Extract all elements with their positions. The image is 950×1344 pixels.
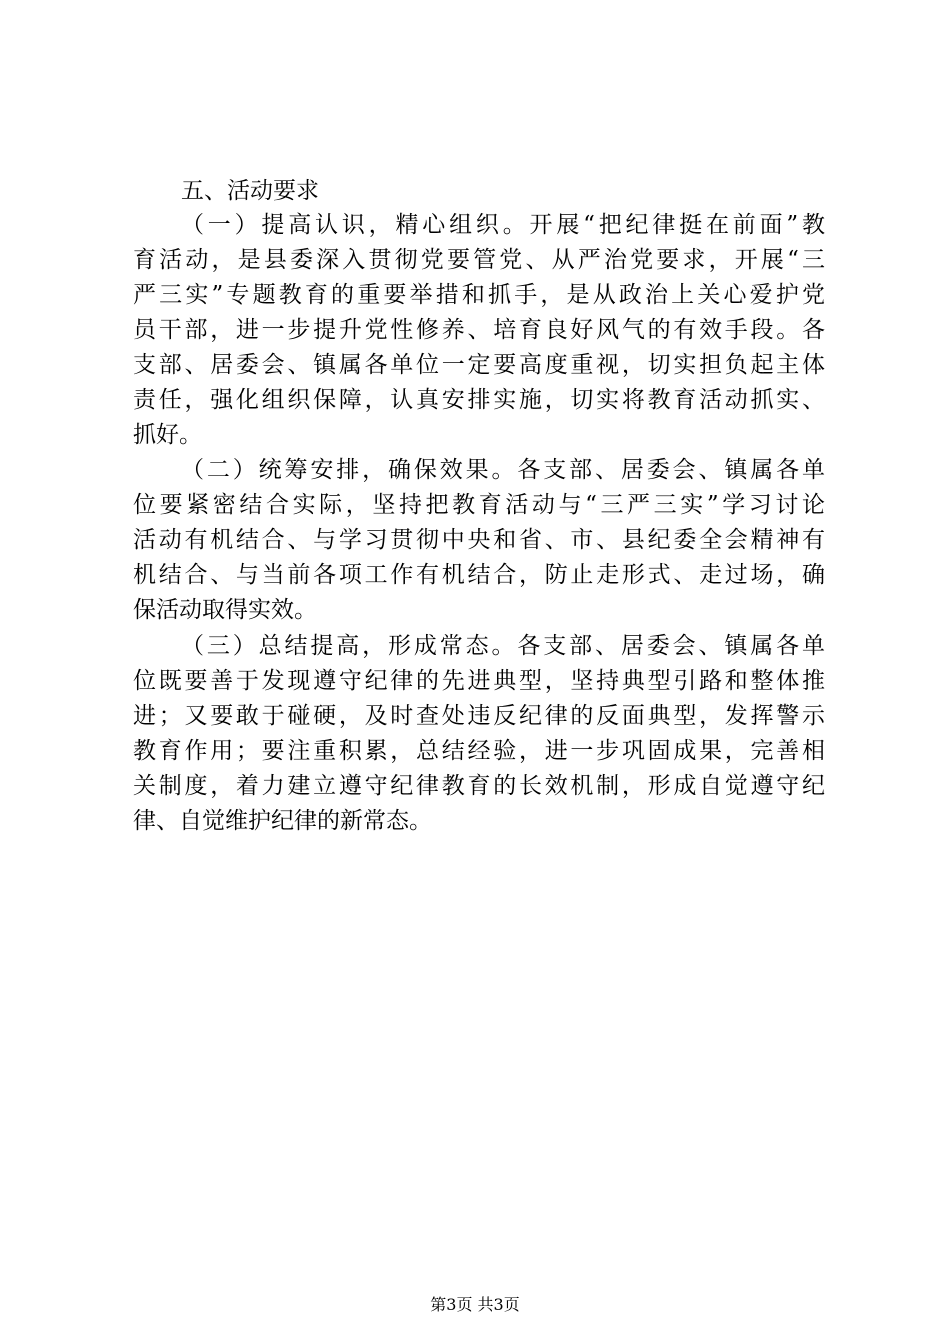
paragraph-line: 关制度，着力建立遵守纪律教育的长效机制，形成自觉遵守纪	[133, 773, 825, 799]
paragraph-line: 律、自觉维护纪律的新常态。	[133, 808, 432, 834]
paragraph-line: （二）统筹安排，确保效果。各支部、居委会、镇属各单	[181, 457, 825, 483]
paragraph-line: 抓好。	[133, 422, 202, 448]
paragraph-line: （三）总结提高，形成常态。各支部、居委会、镇属各单	[181, 633, 825, 659]
paragraph-line: 位要紧密结合实际，坚持把教育活动与“三严三实”学习讨论	[133, 492, 825, 518]
paragraph-line: 严三实”专题教育的重要举措和抓手，是从政治上关心爱护党	[133, 282, 825, 308]
paragraph-line: 支部、居委会、镇属各单位一定要高度重视，切实担负起主体	[133, 352, 825, 378]
paragraph-line: 进；又要敢于碰硬，及时查处违反纪律的反面典型，发挥警示	[133, 703, 825, 729]
page-number-footer: 第3页 共3页	[430, 1295, 520, 1314]
paragraph-line: （一）提高认识，精心组织。开展“把纪律挺在前面”教	[181, 212, 825, 238]
paragraph-line: 员干部，进一步提升党性修养、培育良好风气的有效手段。各	[133, 317, 825, 343]
paragraph-line: 教育作用；要注重积累，总结经验，进一步巩固成果，完善相	[133, 738, 825, 764]
paragraph-line: 保活动取得实效。	[133, 597, 317, 623]
paragraph-line: 机结合、与当前各项工作有机结合，防止走形式、走过场，确	[133, 562, 825, 588]
paragraph-line: 责任，强化组织保障，认真安排实施，切实将教育活动抓实、	[133, 387, 825, 413]
paragraph-line: 育活动，是县委深入贯彻党要管党、从严治党要求，开展“三	[133, 247, 825, 273]
paragraph-line: 位既要善于发现遵守纪律的先进典型，坚持典型引路和整体推	[133, 668, 825, 694]
section-heading: 五、活动要求	[181, 178, 319, 204]
paragraph-line: 活动有机结合、与学习贯彻中央和省、市、县纪委全会精神有	[133, 527, 825, 553]
